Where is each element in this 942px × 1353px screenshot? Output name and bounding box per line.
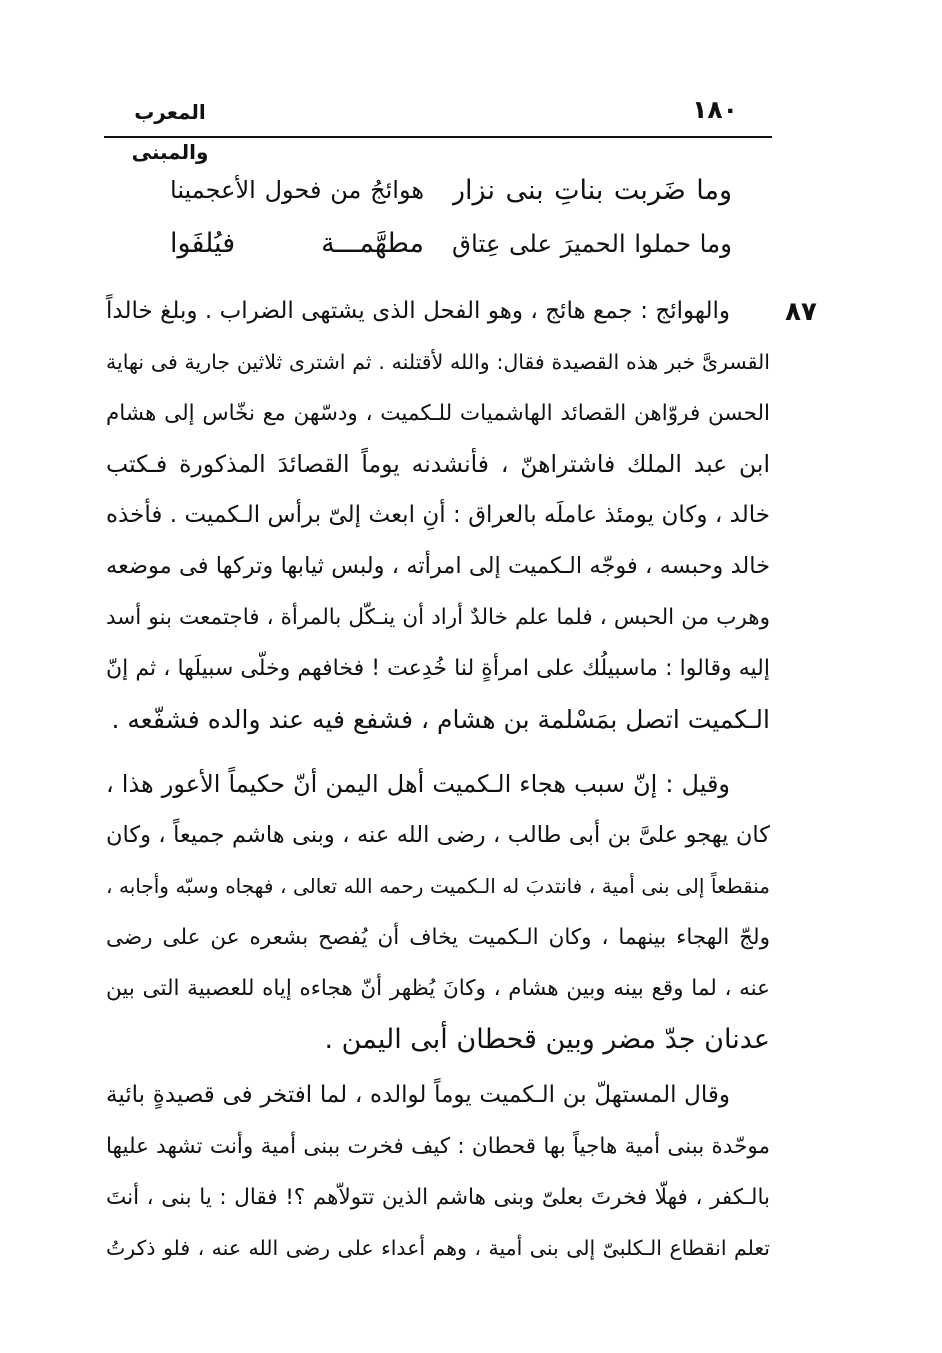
- hemistich-first: وما ضَربت بناتِ بنى نزار: [452, 175, 732, 206]
- paragraph: [106, 759, 770, 1065]
- entry-number: ٨٧: [785, 297, 817, 327]
- text-line: إليه وقالوا : ماسبيلُك على امرأةٍ لنا خُدِعت ! فخافهم وخلّى سبيلَها ، ثم إنّ: [106, 656, 770, 681]
- text-line: والهوائج : جمع هائج ، وهو الفحل الذى يشتهى الضراب . وبلغ خالداً: [106, 298, 730, 324]
- text-line: خالد ، وكان يومئذ عاملَه بالعراق : أنِ ابعث إلىّ برأس الـكميت . فأخذه: [106, 502, 770, 528]
- text-line: خالد وحبسه ، فوجّه الـكميت إلى امرأته ، ولبس ثيابها وتركها فى موضعه: [106, 553, 770, 579]
- text-line: منقطعاً إلى بنى أمية ، فانتدبَ له الـكميت رحمه الله تعالى ، فهجاه وسبّه وأجابه ،: [106, 874, 770, 898]
- text-line: عنه ، لما وقع بينه وبين هشام ، وكانَ يُظهر أنّ هجاءه إياه للعصبية التى بين: [106, 976, 770, 1001]
- text-line: ابن عبد الملك فاشتراهنّ ، فأنشدنه يوماً القصائدَ المذكورة فـكتب: [106, 450, 770, 478]
- text-line: القسرىَّ خبر هذه القصيدة فقال: والله لأقتلنه . ثم اشترى ثلاثين جارية فى نهاية: [106, 350, 770, 374]
- hemistich-second: هوائجُ من فحول الأعجمينا: [170, 176, 424, 204]
- poem-verse: [160, 217, 740, 270]
- hemistich-second: مطهَّمـــة فيُلفَوا: [170, 228, 424, 259]
- text-line: موحّدة ببنى أمية هاجياً بها قحطان : كيف فخرت ببنى أمية وأنت تشهد عليها: [106, 1134, 770, 1159]
- text-line: بالـكفر ، فهلّا فخرتَ بعلىّ وبنى هاشم الذين تتولاّهم ؟! فقال : يا بنى ، أنتَ: [106, 1185, 770, 1210]
- text-line: ولجّ الهجاء بينهما ، وكان الـكميت يخاف أن يُفصح بشعره عن على رضى: [106, 925, 770, 950]
- hemistich-first: وما حملوا الحميرَ على عِتاق: [452, 229, 732, 258]
- text-line: الحسن فروّاهن القصائد الهاشميات للـكميت ، ودسّهن مع نخّاس إلى هشام: [106, 401, 770, 426]
- text-line: الـكميت اتصل بمَسْلمة بن هشام ، فشفع فيه عند والده فشفّعه .: [111, 705, 770, 734]
- text-line: وقيل : إنّ سبب هجاء الـكميت أهل اليمن أنّ حكيماً الأعور هذا ،: [106, 770, 730, 798]
- text-line: عدنان جدّ مضر وبين قحطان أبى اليمن .: [324, 1024, 770, 1055]
- text-line: وقال المستهلّ بن الـكميت يوماً لوالده ، لما افتخر فى قصيدةٍ بائية: [106, 1082, 730, 1108]
- poem-verse: [160, 164, 740, 217]
- running-title: المعرب والمبنى: [131, 100, 209, 164]
- paragraph: [106, 1070, 770, 1274]
- text-line: كان يهجو علىَّ بن أبى طالب ، رضى الله عنه ، وبنى هاشم جميعاً ، وكان: [106, 822, 770, 848]
- page-number: ١٨٠: [692, 95, 738, 124]
- header-rule: [104, 136, 772, 138]
- text-line: وهرب من الحبس ، فلما علم خالدٌ أراد أن ينـكّل بالمرأة ، فاجتمعت بنو أسد: [106, 605, 770, 630]
- paragraph: [106, 286, 770, 745]
- text-line: تعلم انقطاع الـكلبىّ إلى بنى أمية ، وهم أعداء على رضى الله عنه ، فلو ذكرتُ: [106, 1236, 770, 1260]
